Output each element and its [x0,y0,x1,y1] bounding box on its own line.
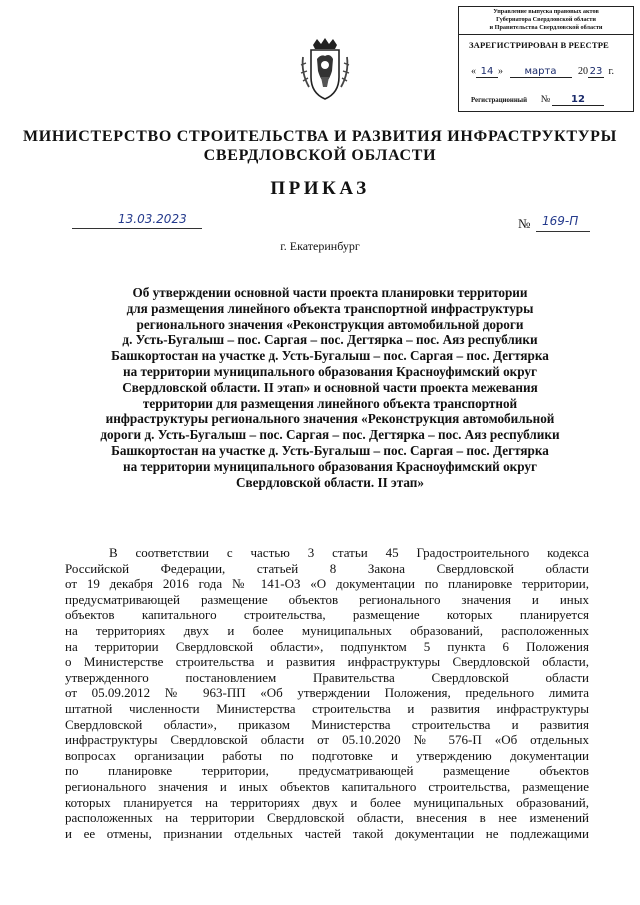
stamp-date-line: « 14 » марта 20 23 г. [471,66,614,77]
body-line: на территории Свердловской области», подпунктом 5 пункта 6 Положения [65,638,589,654]
body-line: штатной численности Министерства строительства и развития инфраструктуры [65,700,589,716]
title-line: территории для размещения линейного объекта транспортной [142,395,518,411]
document-type: ПРИКАЗ [270,178,370,199]
ministry-name-line: СВЕРДЛОВСКОЙ ОБЛАСТИ [203,147,437,164]
body-line: В соответствии с частью 3 статьи 45 Градостроительного кодекса [109,545,589,560]
body-line: от 19 декабря 2016 года № 141-ОЗ «О документации по планировке территории, [65,576,589,592]
title-line: Об утверждении основной части проекта планировки территории [132,285,528,300]
title-line: Башкортостан на участке д. Усть-Бугалыш – пос. Саргая – пос. Дегтярка [111,348,549,364]
document-number: 169-П [542,214,579,228]
body-line: от 05.09.2012 № 963-ПП «Об утверждении Положения, предельного лимита [65,685,589,701]
stamp-number-sign: № [540,94,551,105]
body-line: вопросах организации работы по подготовке и утверждению документации [65,747,589,763]
stamp-number-label: Регистрационный [471,97,527,104]
body-line: Российской Федерации, статьей 8 Закона Свердловской области [65,560,589,576]
stamp-number-line [471,94,604,106]
document-date: 13.03.2023 [118,212,187,226]
date-underline [72,228,202,229]
body-line: о Министерстве строительства и развития инфраструктуры Свердловской области, [65,654,589,670]
stamp-registered-label: ЗАРЕГИСТРИРОВАН В РЕЕСТРЕ [469,40,609,50]
body-line: которых планируется на территориях двух и более муниципальных образований, [65,794,589,810]
stamp-year-mark: г. [608,66,614,77]
stamp-header-line: и Правительства Свердловской области [489,24,603,31]
stamp-header [459,7,633,35]
stamp-year-prefix: 20 [578,66,588,77]
title-line: регионального значения «Реконструкция автомобильной дороги [136,316,524,332]
body-line: объектов капитального строительства, размещение которых планируется [65,607,589,623]
body-line: регионального значения и иных объектов капитального строительства, размещение [65,778,589,794]
title-line: для размещения линейного объекта транспортной инфраструктуры [126,300,534,316]
stamp-month: марта [510,66,572,78]
body-line: и ее отмены, признании отдельных частей такой документации не подлежащими [65,825,589,841]
document-body [65,545,589,841]
document-title [72,285,588,490]
title-line: д. Усть-Бугалыш – пос. Саргая – пос. Дегтярка – пос. Аяз республики [122,332,538,348]
city: г. Екатеринбург [280,239,360,253]
stamp-header-line: Губернатора Свердловской области [496,16,596,23]
ministry-name-line: МИНИСТЕРСТВО СТРОИТЕЛЬСТВА И РАЗВИТИЯ ИНФРАСТРУКТУРЫ [22,128,618,145]
registration-stamp [458,6,634,112]
stamp-year-suffix: 23 [589,66,603,77]
title-line: Башкортостан на участке д. Усть-Бугалыш – пос. Саргая – пос. Дегтярка [111,442,549,458]
body-line: предусматривающей размещение объектов регионального значения и иных [65,591,589,607]
title-line: инфраструктуры регионального значения «Реконструкция автомобильной [105,411,555,427]
title-line: на территории муниципального образования Красноуфимский округ [122,363,538,379]
title-line: дороги д. Усть-Бугалыш – пос. Саргая – пос. Дегтярка – пос. Аяз республики [100,427,560,443]
stamp-day: 14 [476,66,498,78]
body-line: расположенных на территории Свердловской области, внесения в нее изменений [65,810,589,826]
body-line: Свердловской области», приказом Министерства строительства и развития [65,716,589,732]
document-number-sign: № [518,216,531,231]
coat-of-arms-icon [299,37,351,101]
title-line: Свердловской области. II этап» [236,474,424,490]
body-line: по планировке территории, предусматривающей размещение объектов [65,763,589,779]
stamp-header-line: Управление выпуска правовых актов [493,8,599,15]
title-line: Свердловской области. II этап» и основной части проекта межевания [122,379,538,395]
body-line: на территориях двух и более муниципальных образований, расположенных [65,622,589,638]
stamp-number: 12 [552,94,604,106]
number-underline [536,231,590,232]
body-line: утвержденного постановлением Правительства Свердловской области [65,669,589,685]
body-line: инфраструктуры Свердловской области от 05.10.2020 № 576-П «Об отдельных [65,732,589,748]
title-line: на территории муниципального образования Красноуфимский округ [122,458,538,474]
